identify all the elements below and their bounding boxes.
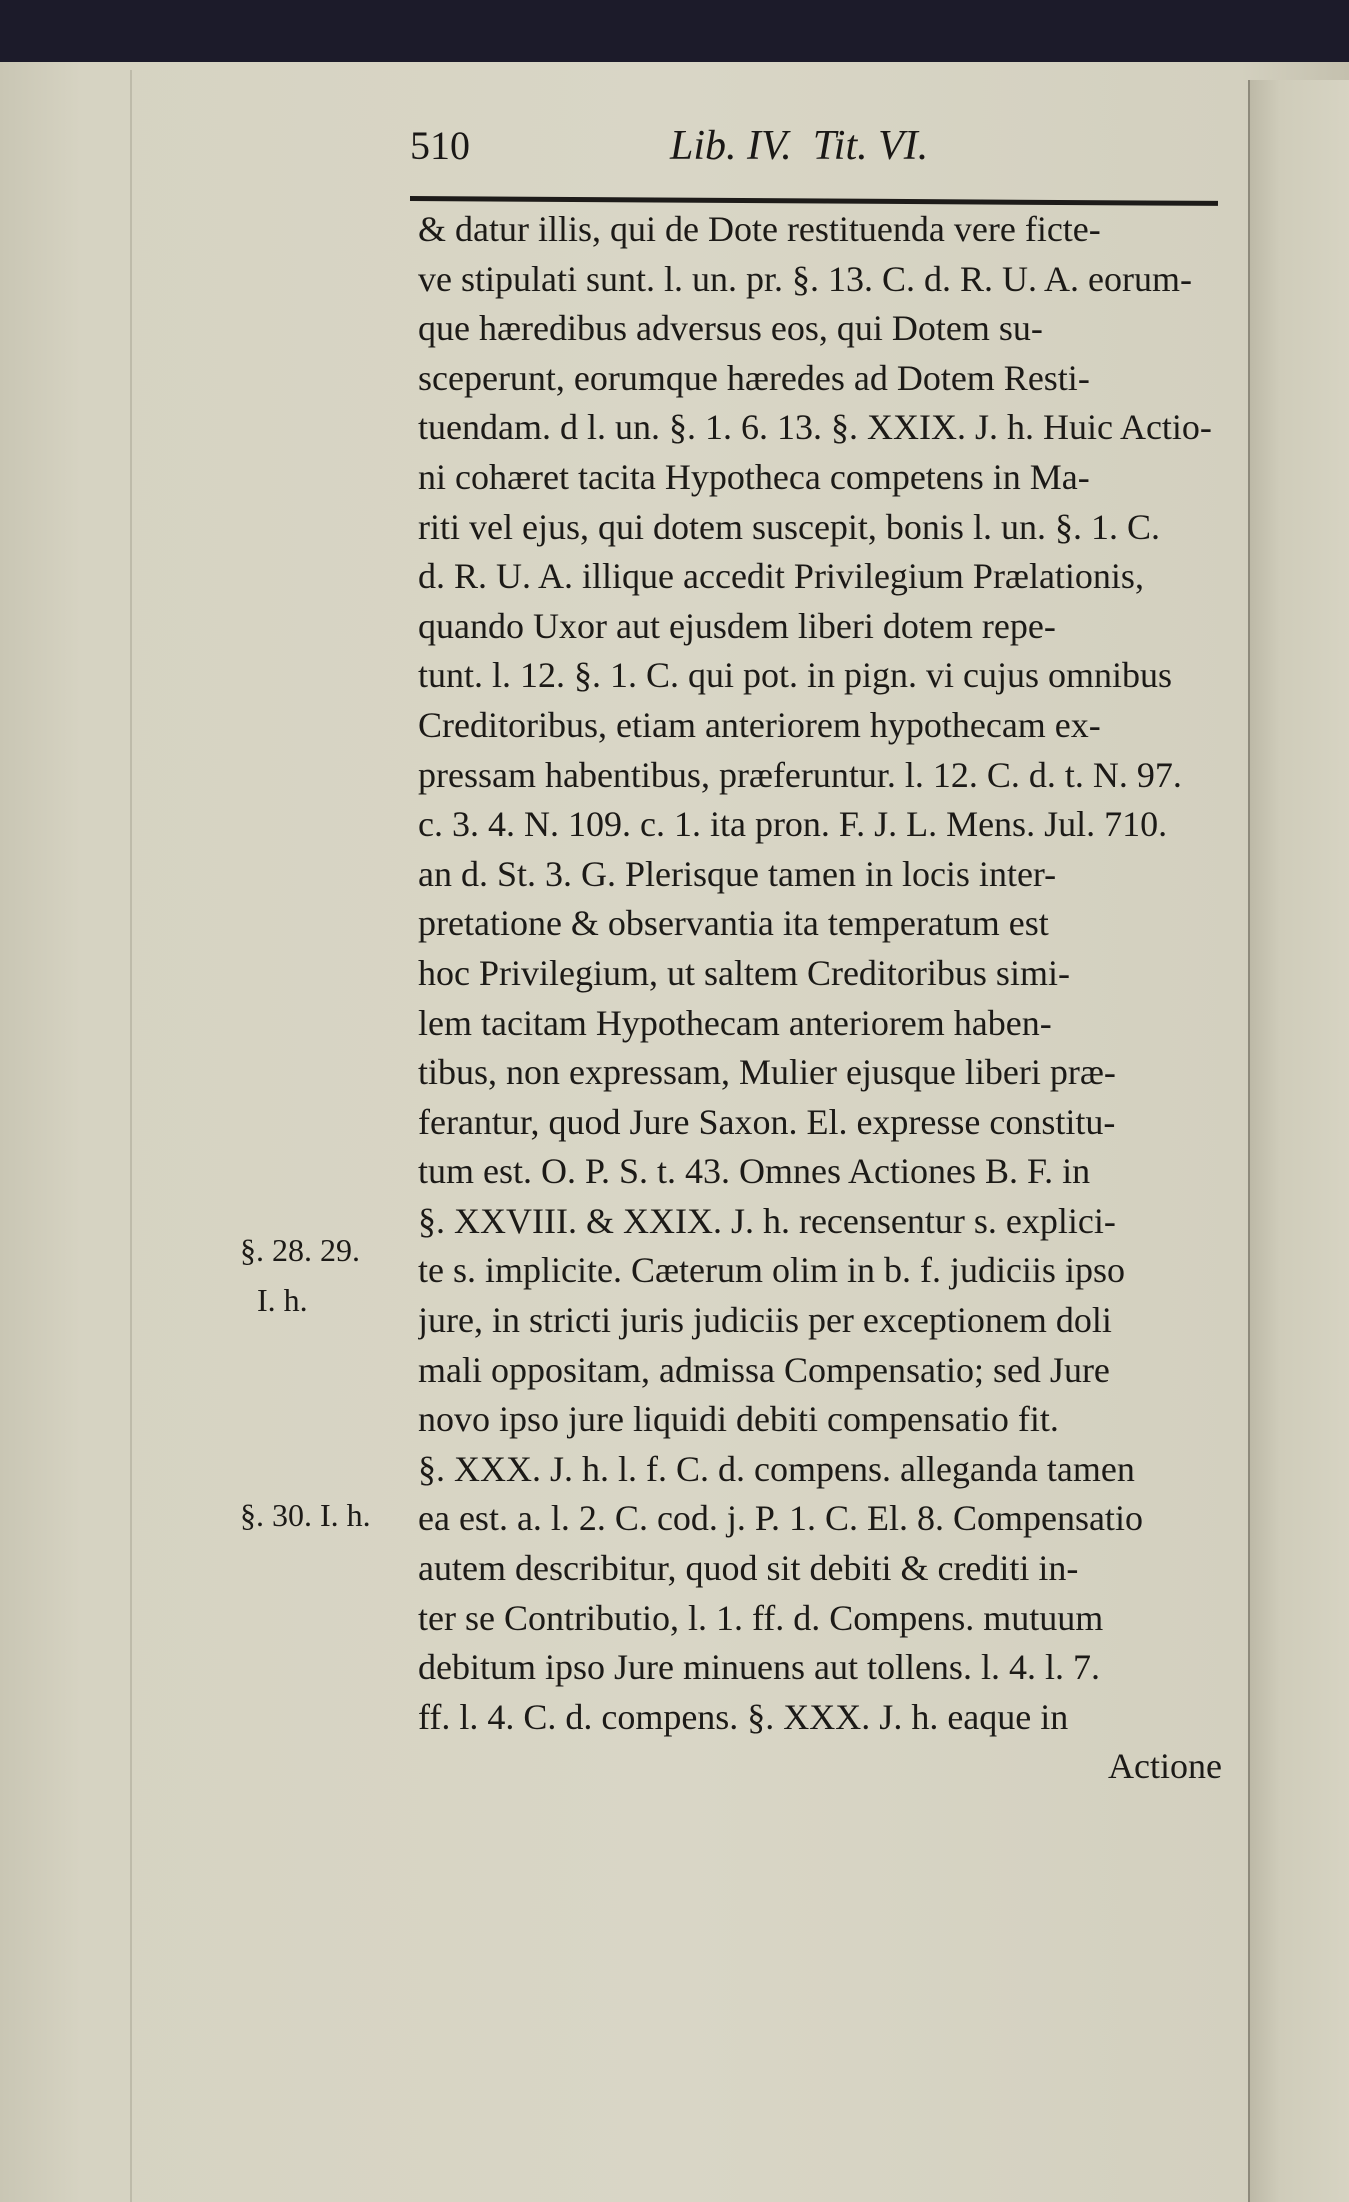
text-line: ff. l. 4. C. d. compens. §. XXX. J. h. eaque in: [418, 1696, 1069, 1737]
text-line: te s. implicite. Cæterum olim in b. f. judiciis ipso: [418, 1250, 1125, 1291]
text-line: novo ipso jure liquidi debiti compensatio fit.: [418, 1399, 1059, 1440]
page-fold: [130, 70, 132, 2202]
text-line: Actione: [1108, 1746, 1222, 1787]
text-line: sceperunt, eorumque hæredes ad Dotem Resti-: [418, 357, 1090, 398]
text-line: jure, in stricti juris judiciis per exceptionem doli: [418, 1300, 1112, 1341]
text-line: c. 3. 4. N. 109. c. 1. ita pron. F. J. L. Mens. Jul. 710.: [418, 804, 1168, 845]
text-line: §. XXVIII. & XXIX. J. h. recensentur s. explici-: [418, 1200, 1116, 1241]
text-line: hoc Privilegium, ut saltem Creditoribus simi-: [418, 952, 1070, 993]
margin-note: §. 30. I. h.: [240, 1497, 371, 1533]
page-header: [410, 122, 1230, 182]
book-edge-top: [0, 0, 1349, 70]
text-line: & datur illis, qui de Dote restituenda vere ficte-: [418, 209, 1101, 249]
text-line: tibus, non expressam, Mulier ejusque liberi præ-: [418, 1052, 1116, 1093]
text-line: tuendam. d l. un. §. 1. 6. 13. §. XXIX. J. h. Huic Actio-: [418, 407, 1212, 448]
text-line: pressam habentibus, præferuntur. l. 12. C. d. t. N. 97.: [418, 754, 1182, 795]
text-line: ni cohæret tacita Hypotheca competens in Ma-: [418, 456, 1090, 497]
text-line: autem describitur, quod sit debiti & crediti in-: [418, 1548, 1079, 1589]
margin-note: §. 28. 29.: [240, 1232, 360, 1268]
text-line: ve stipulati sunt. l. un. pr. §. 13. C. d. R. U. A. eorum-: [418, 258, 1192, 299]
text-line: pretatione & observantia ita temperatum est: [418, 903, 1049, 944]
text-line: quando Uxor aut ejusdem liberi dotem repe-: [418, 605, 1056, 646]
text-line: Creditoribus, etiam anteriorem hypothecam ex-: [418, 704, 1101, 745]
text-line: tunt. l. 12. §. 1. C. qui pot. in pign. vi cujus omnibus: [418, 655, 1173, 696]
text-line: mali oppositam, admissa Compensatio; sed Jure: [418, 1349, 1110, 1390]
text-line: ferantur, quod Jure Saxon. El. expresse constitu-: [418, 1101, 1116, 1142]
text-line: d. R. U. A. illique accedit Privilegium Prælationis,: [418, 556, 1144, 597]
body-text: [418, 205, 1223, 1792]
text-line: riti vel ejus, qui dotem suscepit, bonis l. un. §. 1. C.: [418, 506, 1160, 547]
text-line: lem tacitam Hypothecam anteriorem haben-: [418, 1002, 1052, 1043]
margin-note: I. h.: [257, 1282, 308, 1318]
facing-page-edge: [1248, 80, 1349, 2202]
text-line: tum est. O. P. S. t. 43. Omnes Actiones B. F. in: [418, 1151, 1091, 1192]
text-line: an d. St. 3. G. Plerisque tamen in locis inter-: [418, 853, 1057, 894]
text-line: §. XXX. J. h. l. f. C. d. compens. alleganda tamen: [418, 1448, 1135, 1489]
text-line: debitum ipso Jure minuens aut tollens. l. 4. l. 7.: [418, 1647, 1100, 1688]
running-title: Lib. IV. Tit. VI.: [670, 123, 929, 169]
text-line: ter se Contributio, l. 1. ff. d. Compens. mutuum: [418, 1597, 1104, 1638]
page-number: 510: [410, 123, 470, 168]
text-line: ea est. a. l. 2. C. cod. j. P. 1. C. El. 8. Compensatio: [418, 1498, 1143, 1539]
text-line: que hæredibus adversus eos, qui Dotem su-: [418, 308, 1043, 349]
